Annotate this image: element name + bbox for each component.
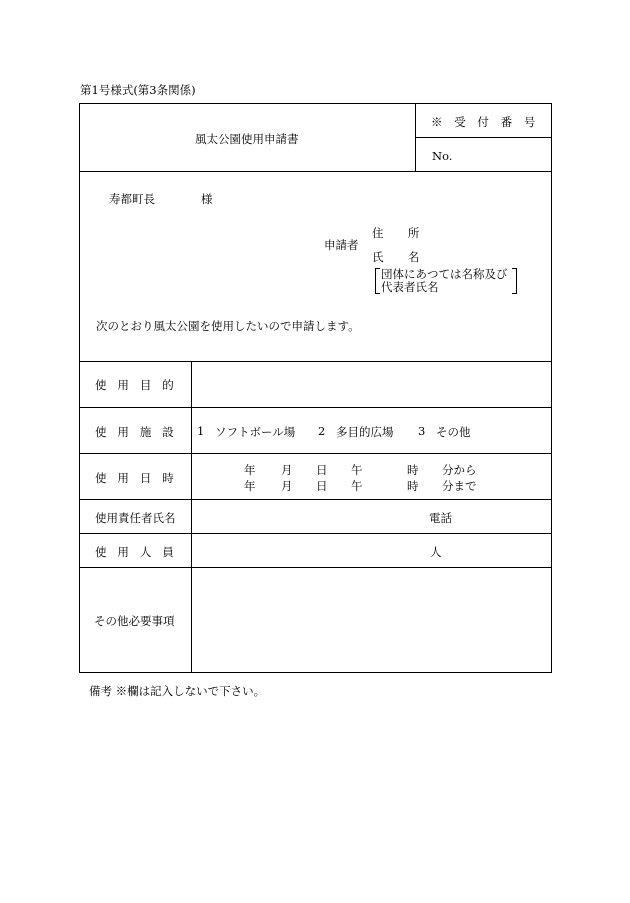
recipient-title: 寿都町長 (109, 192, 155, 206)
dt-to-hour: 時 (407, 479, 419, 493)
dt-to-suffix: 分まで (442, 479, 477, 493)
dt-to-day: 日 (316, 479, 328, 493)
applicant-label: 申請者 (324, 238, 359, 252)
other-label: その他必要事項 (94, 614, 175, 628)
row-line-5 (79, 533, 552, 534)
row-line-4 (79, 499, 552, 500)
people-unit: 人 (430, 545, 442, 559)
address-label: 住 所 (372, 226, 430, 240)
form-title: 風太公園使用申請書 (195, 132, 299, 146)
application-statement: 次のとおり風太公園を使用したいので申請します。 (96, 319, 360, 333)
row-line-2 (79, 407, 552, 408)
dt-to-year: 年 (244, 479, 256, 493)
header-bottom-line (79, 171, 552, 172)
facility-option-2-text: 多目的広場 (336, 425, 394, 439)
recipient-honorific: 様 (201, 192, 213, 206)
reception-no-label: No. (432, 149, 453, 163)
facility-option-3-text: その他 (436, 425, 471, 439)
facility-option-3-num: 3 (418, 424, 426, 438)
facility-option-1-num: 1 (197, 424, 205, 438)
form-number: 第1号様式(第3条関係) (80, 83, 196, 97)
dt-from-month: 月 (281, 463, 293, 477)
dt-to-month: 月 (281, 479, 293, 493)
dt-from-day: 日 (316, 463, 328, 477)
label-column-divider (191, 361, 192, 673)
group-note-line2: 代表者氏名 (381, 280, 439, 294)
name-label: 氏 名 (372, 250, 430, 264)
group-note-bracket (375, 268, 517, 294)
row-line-6 (79, 567, 552, 568)
facility-option-1-text: ソフトボール場 (215, 425, 296, 439)
facility-label: 使用施設 (95, 425, 185, 439)
group-note-line1: 団体にあつては名称及び (381, 267, 508, 281)
dt-from-suffix: 分から (442, 463, 477, 477)
purpose-label: 使用目的 (95, 378, 185, 392)
dt-from-hour: 時 (407, 463, 419, 477)
dt-from-year: 年 (244, 463, 256, 477)
row-line-1 (79, 361, 552, 362)
row-line-3 (79, 453, 552, 454)
datetime-label: 使用日時 (95, 471, 185, 485)
remarks: 備考 ※欄は記入しないで下さい。 (89, 684, 266, 698)
dt-to-ampm: 午 (351, 479, 363, 493)
people-label: 使用人員 (95, 545, 185, 559)
responsible-label: 使用責任者氏名 (95, 511, 176, 525)
reception-number-header: ※ 受 付 番 号 (431, 115, 540, 129)
reception-mid-line (415, 137, 552, 138)
dt-from-ampm: 午 (351, 463, 363, 477)
facility-option-2-num: 2 (318, 424, 326, 438)
phone-label: 電話 (429, 511, 452, 525)
